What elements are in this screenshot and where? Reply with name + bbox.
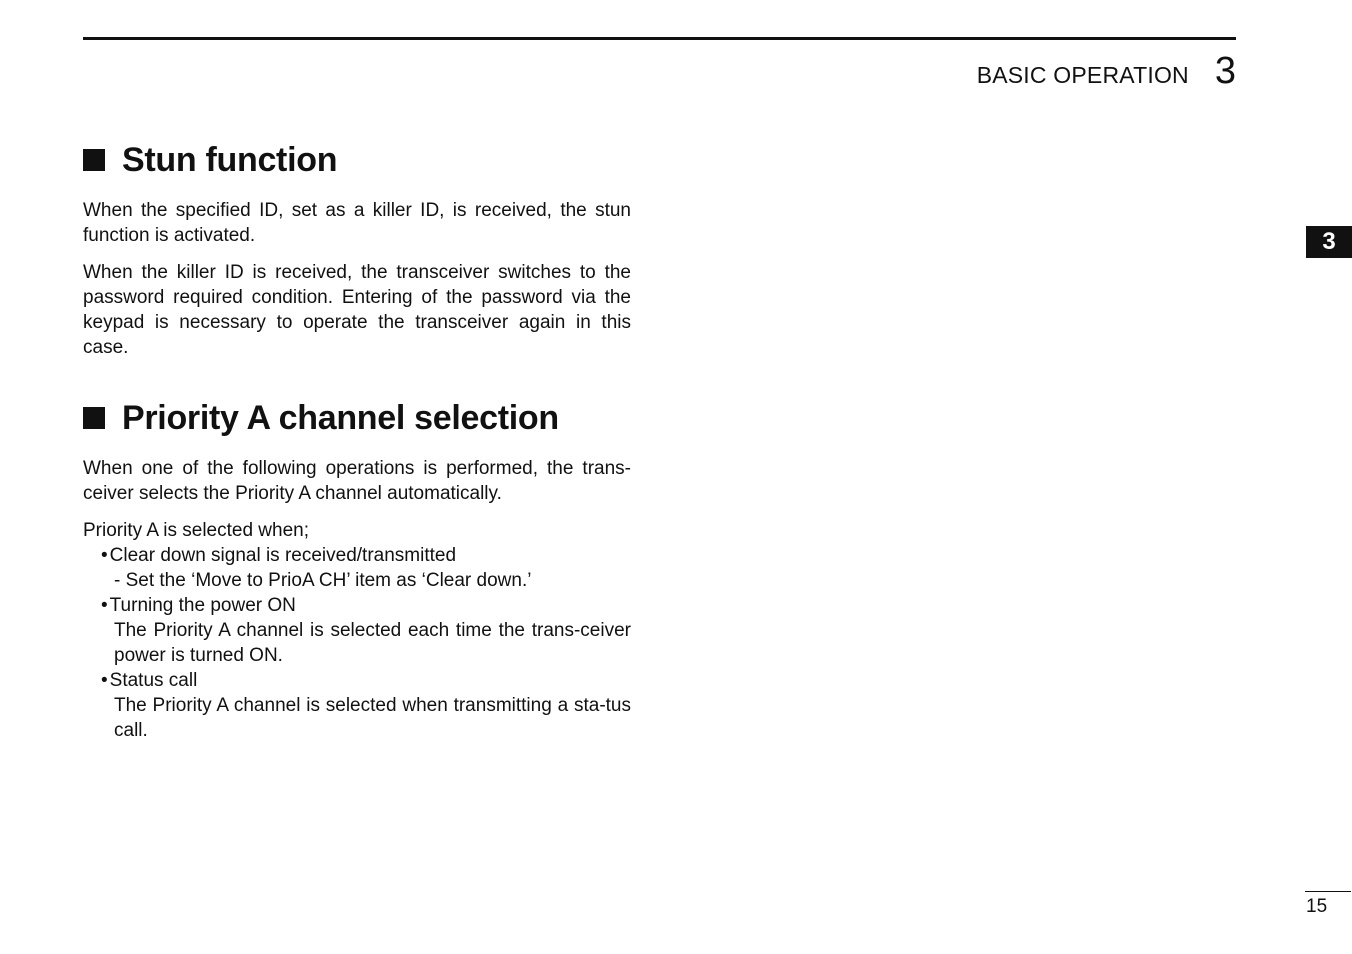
priority-conditions [83,518,631,743]
list-item-detail: The Priority A channel is selected each time the trans-ceiver power is turned ON. [114,620,631,666]
stun-title: Stun function [122,141,338,179]
stun-heading [83,140,631,180]
chapter-tab: 3 [1306,226,1352,258]
bullet-icon: • [101,670,108,691]
header-rule [83,37,1236,40]
priority-intro: When one of the following operations is performed, the trans-ceiver selects the Priority A channel automatically. [83,458,631,504]
list-item [83,668,631,693]
footer-rule [1305,891,1351,892]
section-title: BASIC OPERATION [976,62,1189,88]
list-item-detail: The Priority A channel is selected when transmitting a sta-tus call. [114,695,631,741]
list-item-label: Clear down signal is received/transmitted [109,545,457,566]
page-header [977,50,1236,93]
priority-heading [83,398,631,438]
bullet-icon: • [101,545,108,566]
list-item [83,593,631,618]
list-item-label: Turning the power ON [109,595,296,616]
priority-title: Priority A channel selection [122,399,559,437]
bullet-icon: • [101,595,108,616]
chapter-number: 3 [1214,50,1236,92]
list-item [83,543,631,568]
stun-section [83,140,631,360]
page-number: 15 [1306,896,1328,917]
stun-paragraph-2: When the killer ID is received, the transceiver switches to the password required condition. Entering of the password via the keypad is necessary to operate the transceiver again in this case. [83,262,631,358]
priority-section [83,398,631,743]
square-bullet-icon [83,149,105,171]
list-item-detail: - Set the ‘Move to PrioA CH’ item as ‘Clear down.’ [114,570,532,591]
stun-paragraph-1: When the specified ID, set as a killer ID, is received, the stun function is activated. [83,200,631,246]
list-item-label: Status call [109,670,198,691]
priority-lead: Priority A is selected when; [83,520,309,541]
square-bullet-icon [83,407,105,429]
